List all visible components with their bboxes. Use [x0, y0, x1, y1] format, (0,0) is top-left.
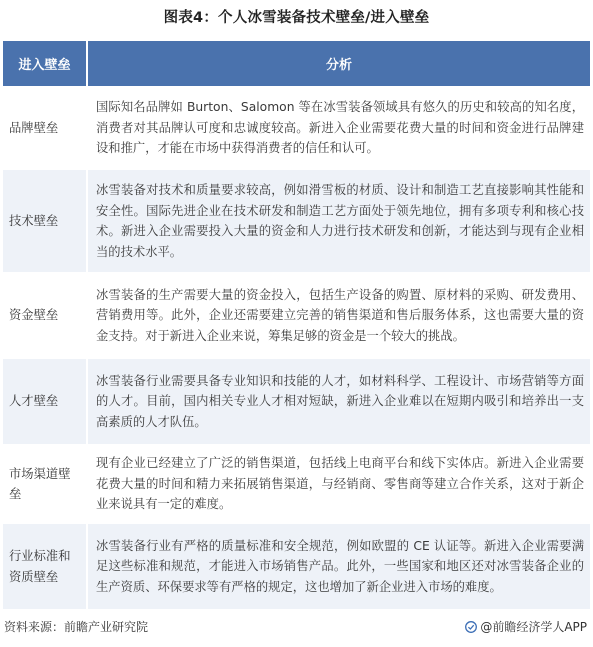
- row-text-capital: 冰雪装备的生产需要大量的资金投入，包括生产设备的购置、原材料的采购、研发费用、营销费用等。此外，企业还需要建立完善的销售渠道和售后服务体系，这也需要大量的资金支持。对于新进入企业来说，筹集足够的资金是一个较大的挑战。: [87, 273, 590, 359]
- credit-text: @前瞻经济学人APP: [480, 620, 587, 634]
- qianzhan-logo-icon: [465, 621, 477, 633]
- row-text-standards: 冰雪装备行业有严格的质量标准和安全规范，例如欧盟的 CE 认证等。新进入企业需要满足这些标准和规范，才能进入市场销售产品。此外，一些国家和地区还对冰雪装备企业的生产资质、环保要求等有严格的规定，这也增加了新企业进入市场的难度。: [87, 524, 590, 610]
- source-note: 资料来源：前瞻产业研究院: [4, 620, 149, 634]
- barrier-table: [3, 41, 590, 609]
- table-row: [3, 524, 590, 610]
- table-header-row: [3, 41, 590, 87]
- row-label-technology: 技术壁垒: [3, 170, 87, 273]
- row-text-channel: 现有企业已经建立了广泛的销售渠道，包括线上电商平台和线下实体店。新进入企业需要花费大量的时间和精力来拓展销售渠道，与经销商、零售商等建立合作关系，这对于新企业来说具有一定的难度。: [87, 445, 590, 524]
- table-row: [3, 273, 590, 359]
- credit-line: [465, 618, 587, 635]
- row-label-brand: 品牌壁垒: [3, 87, 87, 170]
- row-text-talent: 冰雪装备行业需要具备专业知识和技能的人才，如材料科学、工程设计、市场营销等方面的人才。目前，国内相关专业人才相对短缺，新进入企业难以在短期内吸引和培养出一支高素质的人才队伍。: [87, 359, 590, 445]
- row-label-talent: 人才壁垒: [3, 359, 87, 445]
- table-row: [3, 359, 590, 445]
- header-analysis: 分析: [87, 41, 590, 87]
- table-row: [3, 87, 590, 170]
- row-text-brand: 国际知名品牌如 Burton、Salomon 等在冰雪装备领域具有悠久的历史和较高的知名度，消费者对其品牌认可度和忠诚度较高。新进入企业需要花费大量的时间和资金进行品牌建设和推广，才能在市场中获得消费者的信任和认可。: [87, 87, 590, 170]
- row-label-standards: 行业标准和资质壁垒: [3, 524, 87, 610]
- row-label-capital: 资金壁垒: [3, 273, 87, 359]
- chart-title: 图表4：个人冰雪装备技术壁垒/进入壁垒: [163, 10, 430, 26]
- row-text-technology: 冰雪装备对技术和质量要求较高，例如滑雪板的材质、设计和制造工艺直接影响其性能和安全性。国际先进企业在技术研发和制造工艺方面处于领先地位，拥有多项专利和核心技术。新进入企业需要投入大量的资金和人力进行技术研发和创新，才能达到与现有企业相当的技术水平。: [87, 170, 590, 273]
- table-row: [3, 445, 590, 524]
- table-row: [3, 170, 590, 273]
- row-label-channel: 市场渠道壁垒: [3, 445, 87, 524]
- header-barrier: 进入壁垒: [3, 41, 87, 87]
